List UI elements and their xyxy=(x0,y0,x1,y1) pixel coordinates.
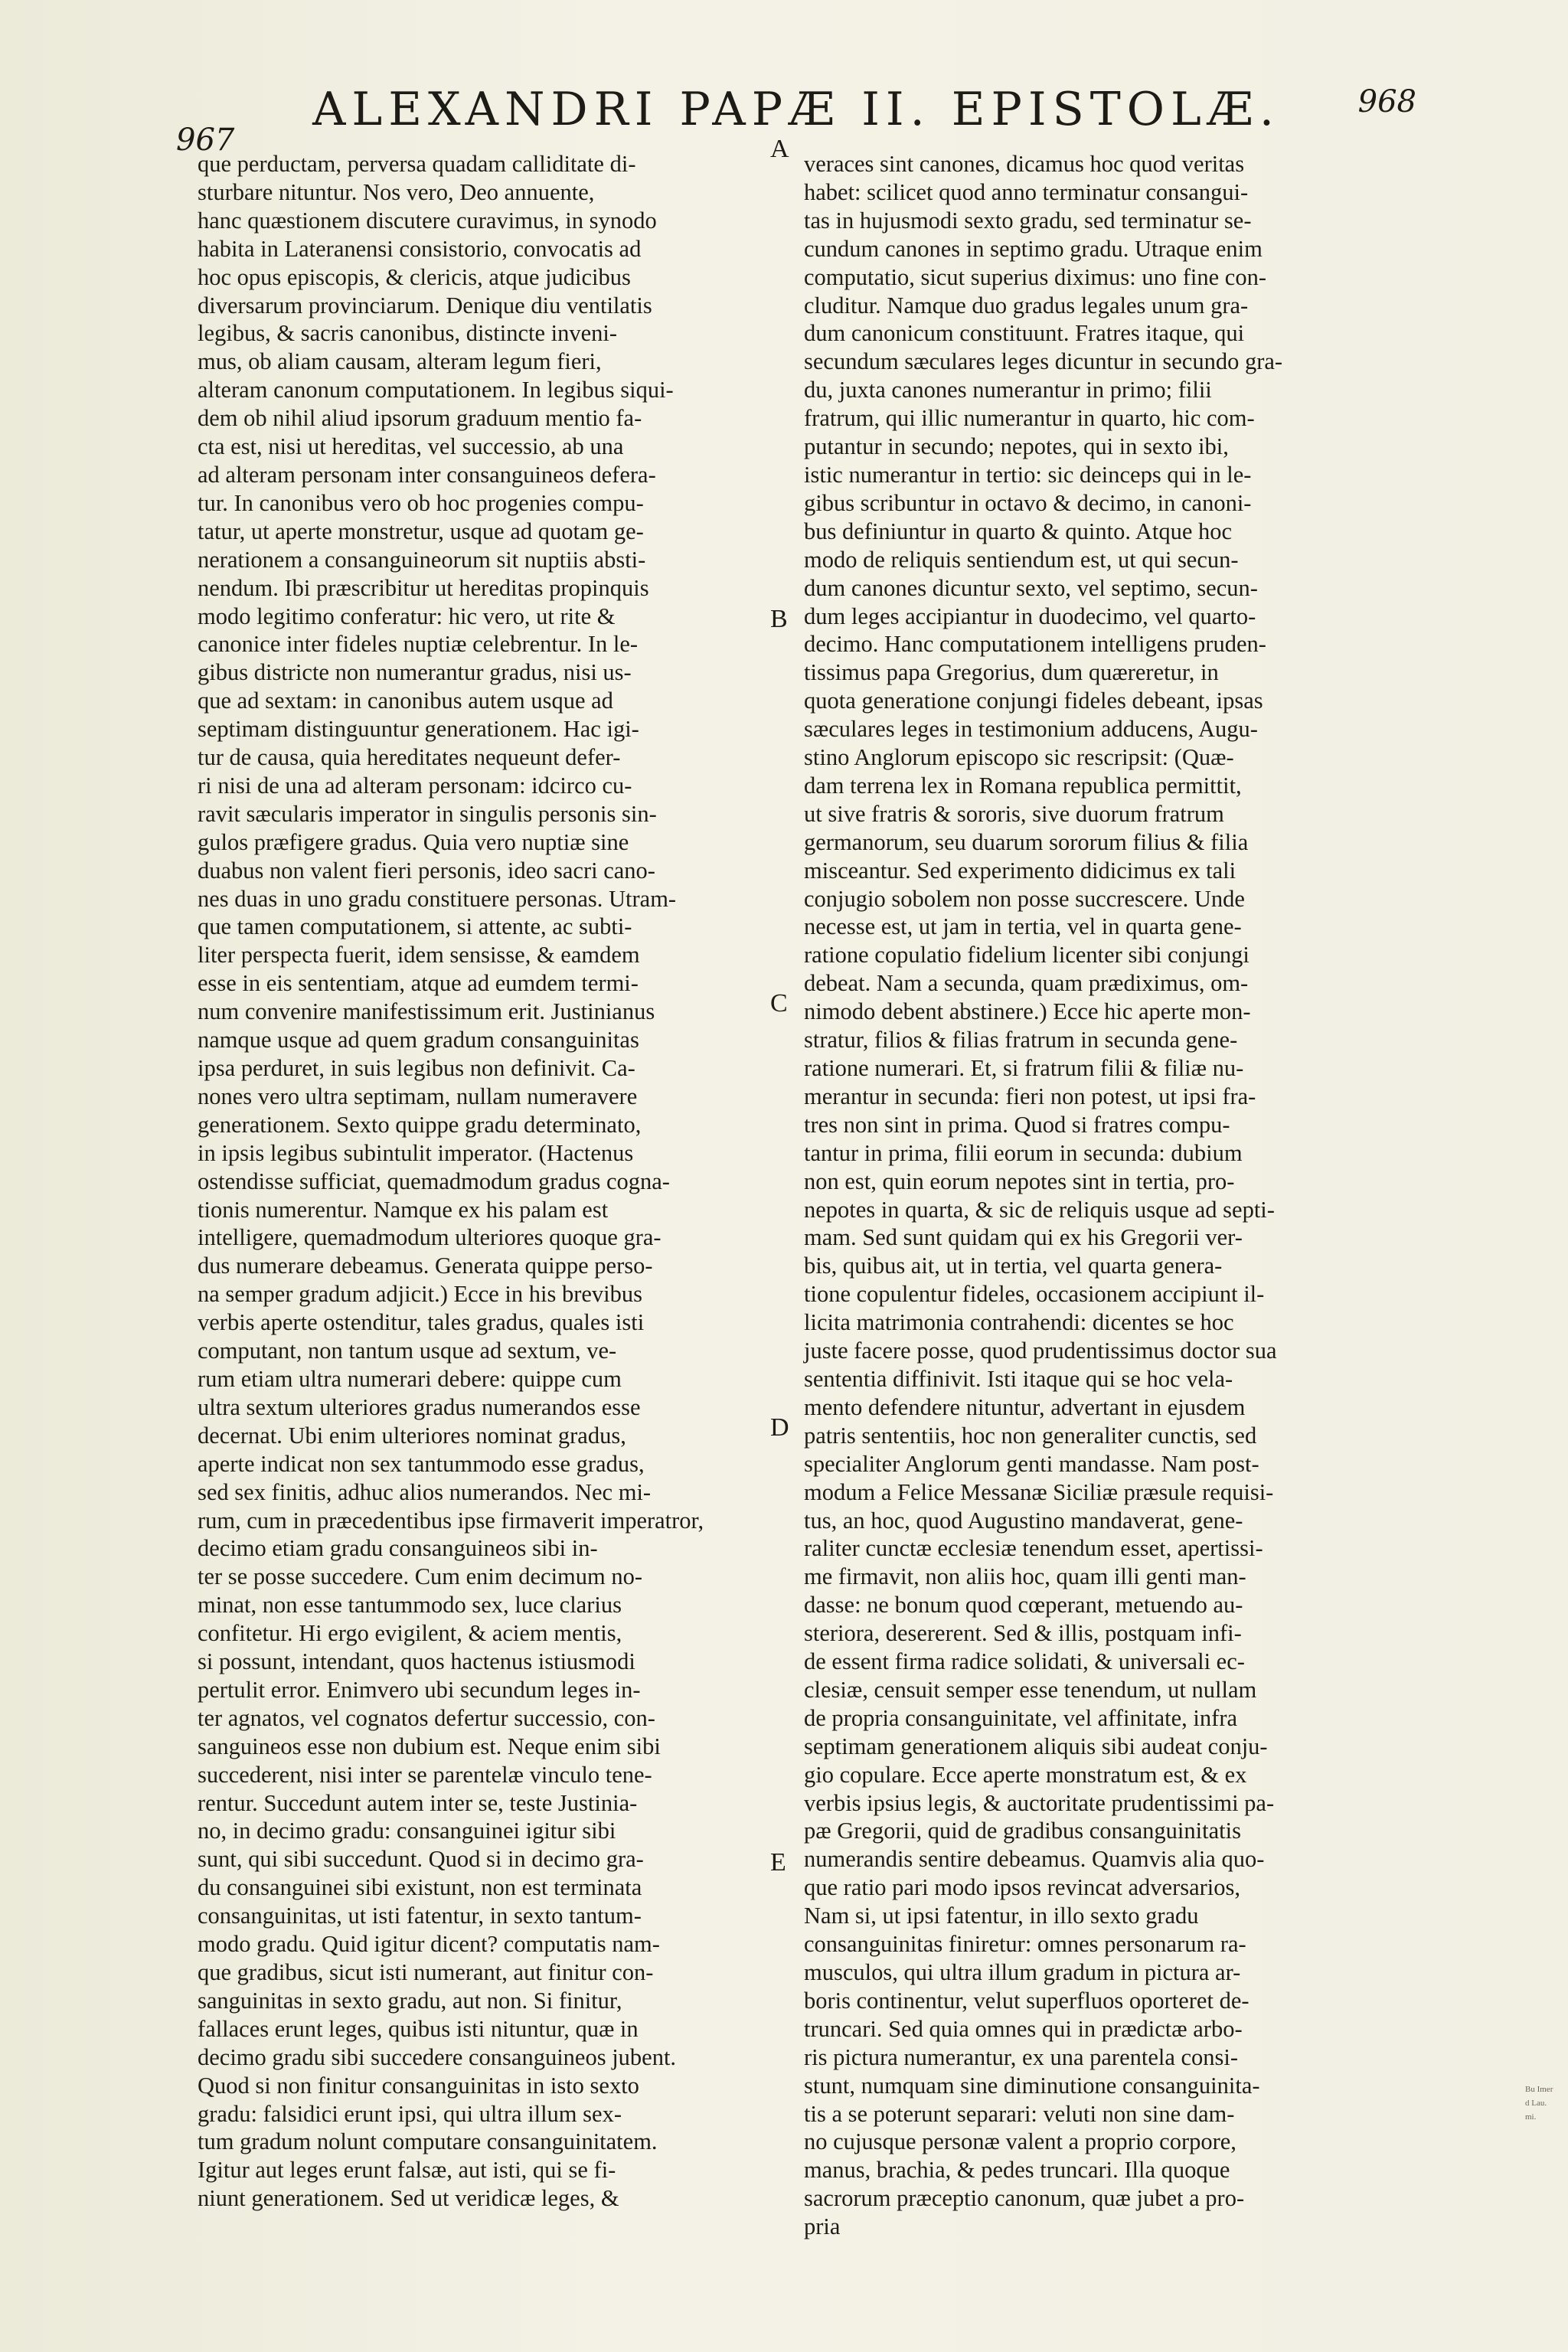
running-title: ALEXANDRI PAPÆ II. EPISTOLÆ. xyxy=(312,83,1280,136)
left-column-text: que perductam, perversa quadam calliditate di- sturbare nituntur. Nos vero, Deo annuente, hanc quæstionem discutere curavimus, in synodo habita in Lateranensi consistorio, convocatis ad hoc opus episcopis, & clericis, atque judicibus diversarum provinciarum. Denique diu ventilatis legibus, & sacris canonibus, distincte inveni- mus, ob aliam causam, alteram legum fieri, alteram canonum computationem. In legibus siqui- dem ob nihil aliud ipsorum graduum mentio fa- cta est, nisi ut hereditas, vel successio, ab una ad alteram personam inter consanguineos defera- tur. In canonibus vero ob hoc progenies compu- tatur, ut aperte monstretur, usque ad quotam ge- nerationem a consanguineorum sit nuptiis absti- nendum. Ibi præscribitur ut hereditas propinquis modo legitimo conferatur: hic vero, ut rite & canonice inter fideles nuptiæ celebrentur. In le- gibus districte non numerantur gradus, nisi us- que ad sextam: in canonibus autem usque ad septimam distinguuntur generationem. Hac igi- tur de causa, quia hereditates nequeunt defer- ri nisi de una ad alteram personam: idcirco cu- ravit sæcularis imperator in singulis personis sin- gulos præfigere gradus. Quia vero nuptiæ sine duabus non valent fieri personis, ideo sacri cano- nes duas in uno gradu constituere personas. Utram- que tamen computationem, si attente, ac subti- liter perspecta fuerit, idem sensisse, & eamdem esse in eis sententiam, atque ad eumdem termi- num convenire manifestissimum erit. Justinianus namque usque ad quem gradum consanguinitas ipsa perduret, in suis legibus non definivit. Ca- nones vero ultra septimam, nullam numeravere generationem. Sexto quippe gradu determinato, in ipsis legibus subintulit imperator. (Hactenus ostendisse sufficiat, quemadmodum gradus cogna- tionis numerentur. Namque ex his palam est intelligere, quemadmodum ulteriores quoque gra- dus numerare debeamus. Generata quippe perso- na semper gradum adjicit.) Ecce in his brevibus verbis aperte ostenditur, tales gradus, quales isti computant, non tantum usque ad sextum, ve- rum etiam ultra numerari debere: quippe cum ultra sextum ulteriores gradus numerandos esse decernat. Ubi enim ulteriores nominat gradus, aperte indicat non sex tantummodo esse gradus, sed sex finitis, adhuc alios numerandos. Nec mi- rum, cum in præcedentibus ipse firmaverit imperatror, decimo etiam gradu consanguineos sibi in- ter se posse succedere. Cum enim decimum no- minat, non esse tantummodo sex, luce clarius confitetur. Hi ergo evigilent, & aciem mentis, si possunt, intendant, quos hactenus istiusmodi pertulit error. Enimvero ubi secundum leges in- ter agnatos, vel cognatos defertur successio, con- sanguineos esse non dubium est. Neque enim sibi succederent, nisi inter se parentelæ vinculo tene- rentur. Succedunt autem inter se, teste Justinia- no, in decimo gradu: consanguinei igitur sibi sunt, qui sibi succedunt. Quod si in decimo gra- du consanguinei sibi existunt, non est terminata consanguinitas, ut isti fatentur, in sexto tantum- modo gradu. Quid igitur dicent? computatis nam- que gradibus, sicut isti numerant, aut finitur con- sanguinitas in sexto gradu, aut non. Si finitur, fallaces erunt leges, quibus isti nituntur, quæ in decimo gradu sibi succedere consanguineos jubent. Quod si non finitur consanguinitas in isto sexto gradu: falsidici erunt ipsi, qui ultra illum sex- tum gradum nolunt computare consanguinitatem. Igitur aut leges erunt falsæ, aut isti, qui se fi- niunt generationem. Sed ut veridicæ leges, & xyxy=(198,151,704,2212)
section-marker-a: A xyxy=(770,135,789,163)
section-marker-d: D xyxy=(770,1413,789,1442)
page-number-left: 967 xyxy=(176,122,235,158)
right-column-text: veraces sint canones, dicamus hoc quod veritas habet: scilicet quod anno terminatur consangui- tas in hujusmodi sexto gradu, sed terminatur se- cundum canones in septimo gradu. Utraque enim computatio, sicut superius diximus: uno fine con- cluditur. Namque duo gradus legales unum gra- dum canonicum constituunt. Fratres itaque, qui secundum sæculares leges dicuntur in secundo gra- du, juxta canones numerantur in primo; filii fratrum, qui illic numerantur in quarto, hic com- putantur in secundo; nepotes, qui in sexto ibi, istic numerantur in tertio: sic deinceps qui in le- gibus scribuntur in octavo & decimo, in canoni- bus definiuntur in quarto & quinto. Atque hoc modo de reliquis sentiendum est, ut qui secun- dum canones dicuntur sexto, vel septimo, secun- dum leges accipiantur in duodecimo, vel quarto- decimo. Hanc computationem intelligens pruden- tissimus papa Gregorius, dum quæreretur, in quota generatione conjungi fideles debeant, ipsas sæculares leges in testimonium adducens, Augu- stino Anglorum episcopo sic rescripsit: (Quæ- dam terrena lex in Romana republica permittit, ut sive fratris & sororis, sive duorum fratrum germanorum, seu duarum sororum filius & filia misceantur. Sed experimento didicimus ex tali conjugio sobolem non posse succrescere. Unde necesse est, ut jam in tertia, vel in quarta gene- ratione copulatio fidelium licenter sibi conjungi debeat. Nam a secunda, quam prædiximus, om- nimodo debent abstinere.) Ecce hic aperte mon- stratur, filios & filias fratrum in secunda gene- ratione numerari. Et, si fratrum filii & filiæ nu- merantur in secunda: fieri non potest, ut ipsi fra- tres non sint in prima. Quod si fratres compu- tantur in prima, filii eorum in secunda: dubium non est, quin eorum nepotes sint in tertia, pro- nepotes in quarta, & sic de reliquis usque ad septi- mam. Sed sunt quidam qui ex his Gregorii ver- bis, quibus ait, ut in tertia, vel quarta genera- tione copulentur fideles, occasionem accipiunt il- licita matrimonia contrahendi: dicentes se hoc juste facere posse, quod prudentissimus doctor sua sententia diffinivit. Isti itaque qui se hoc vela- mento defendere nituntur, advertant in ejusdem patris sententiis, hoc non generaliter cunctis, sed specialiter Anglorum genti mandasse. Nam post- modum a Felice Messanæ Siciliæ præsule requisi- tus, an hoc, quod Augustino mandaverat, gene- raliter cunctæ ecclesiæ tenendum esset, apertissi- me firmavit, non aliis hoc, quam illi genti man- dasse: ne bonum quod cœperant, metuendo au- steriora, desererent. Sed & illis, postquam infi- de essent firma radice solidati, & universali ec- clesiæ, censuit semper esse tenendum, ut nullam de propria consanguinitate, vel affinitate, infra septimam generationem aliquis sibi audeat conju- gio copulare. Ecce aperte monstratum est, & ex verbis ipsius legis, & auctoritate prudentissimi pa- pæ Gregorii, quid de gradibus consanguinitatis numerandis sentire debeamus. Quamvis alia quo- que ratio pari modo ipsos revincat adversarios, Nam si, ut ipsi fatentur, in illo sexto gradu consanguinitas finiretur: omnes personarum ra- musculos, qui ultra illum gradum in pictura ar- boris continentur, velut superfluos oporteret de- truncari. Sed quia omnes qui in prædictæ arbo- ris pictura numerantur, ex una parentela consi- stunt, numquam sine diminutione consanguinita- tis a se poterunt separari: veluti non sine dam- no cujusque personæ valent a proprio corpore, manus, brachia, & pedes truncari. Illa quoque sacrorum præceptio canonum, quæ jubet a pro- pria xyxy=(804,151,1283,2240)
section-marker-b: B xyxy=(770,605,788,633)
section-marker-e: E xyxy=(770,1848,786,1877)
left-column xyxy=(198,150,810,2213)
margin-note: Bu Imer d Lau. mi. xyxy=(1525,2085,1553,2122)
section-marker-c: C xyxy=(770,989,788,1018)
right-column xyxy=(804,150,1428,2241)
page-header xyxy=(176,83,1416,158)
page-number-right: 968 xyxy=(1357,84,1416,119)
